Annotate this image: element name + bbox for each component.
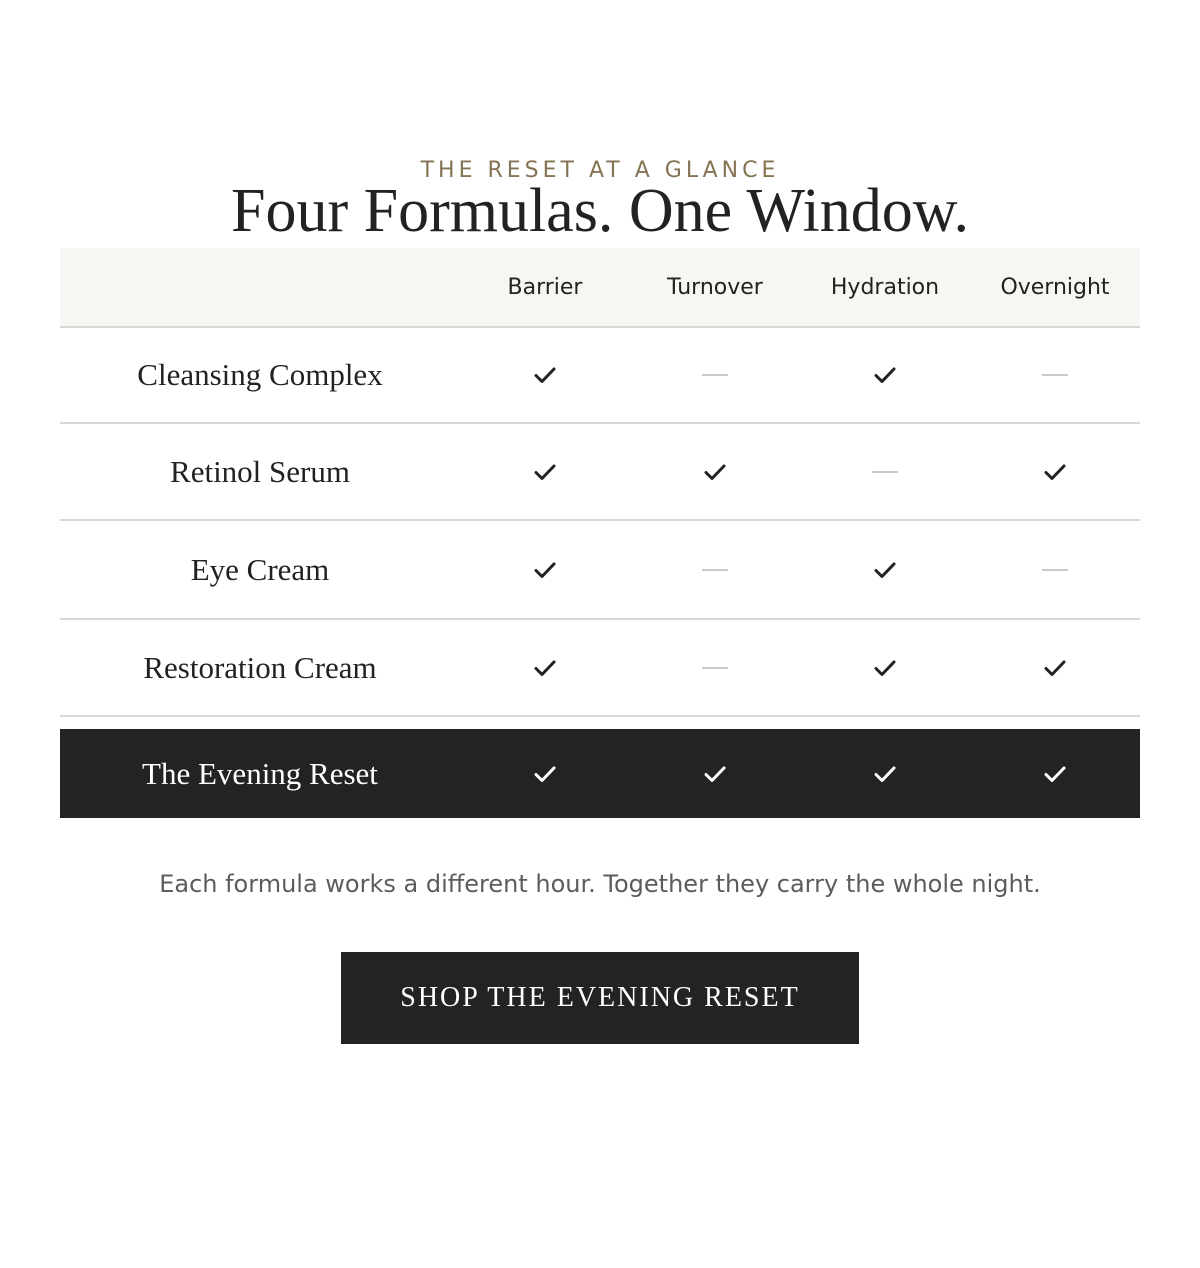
row-product-name: Restoration Cream <box>143 649 377 685</box>
cell-turnover <box>630 521 800 618</box>
cell-overnight <box>970 328 1140 422</box>
table-row <box>60 424 1140 521</box>
check-icon <box>874 561 896 579</box>
check-icon <box>534 463 556 481</box>
check-icon <box>534 765 556 783</box>
cell-hydration <box>800 729 970 818</box>
cell-barrier <box>460 729 630 818</box>
cell-barrier <box>460 620 630 715</box>
eyebrow-label: THE RESET AT A GLANCE <box>420 158 780 183</box>
check-icon <box>874 659 896 677</box>
table-header <box>60 248 1140 328</box>
shop-evening-reset-button[interactable]: SHOP THE EVENING RESET <box>341 952 859 1044</box>
footnote: Each formula works a different hour. Together they carry the whole night. <box>159 870 1041 898</box>
dash-icon <box>872 471 898 473</box>
check-icon <box>1044 659 1066 677</box>
row-product-name: The Evening Reset <box>142 755 378 791</box>
row-product-name: Retinol Serum <box>170 453 350 489</box>
column-header-turnover: Turnover <box>667 274 763 300</box>
check-icon <box>534 366 556 384</box>
dash-icon <box>1042 569 1068 571</box>
check-icon <box>1044 765 1066 783</box>
cell-turnover <box>630 729 800 818</box>
check-icon <box>534 561 556 579</box>
dash-icon <box>702 667 728 669</box>
table-row <box>60 328 1140 424</box>
cell-turnover <box>630 620 800 715</box>
check-icon <box>534 659 556 677</box>
cell-hydration <box>800 328 970 422</box>
check-icon <box>1044 463 1066 481</box>
check-icon <box>874 366 896 384</box>
cell-hydration <box>800 424 970 519</box>
cell-overnight <box>970 620 1140 715</box>
cell-hydration <box>800 521 970 618</box>
dash-icon <box>702 569 728 571</box>
dash-icon <box>702 374 728 376</box>
comparison-table <box>60 248 1140 791</box>
table-row <box>60 620 1140 717</box>
check-icon <box>704 765 726 783</box>
cell-turnover <box>630 328 800 422</box>
cell-barrier <box>460 424 630 519</box>
table-row <box>60 521 1140 620</box>
cell-overnight <box>970 521 1140 618</box>
cell-barrier <box>460 521 630 618</box>
check-icon <box>704 463 726 481</box>
page-title: Four Formulas. One Window. <box>230 177 970 245</box>
cell-overnight <box>970 729 1140 818</box>
dash-icon <box>1042 374 1068 376</box>
check-icon <box>874 765 896 783</box>
row-product-name: Eye Cream <box>190 551 330 587</box>
cell-hydration <box>800 620 970 715</box>
table-row-highlight <box>60 729 1140 818</box>
column-header-barrier: Barrier <box>507 274 583 300</box>
cell-turnover <box>630 424 800 519</box>
cell-overnight <box>970 424 1140 519</box>
cell-barrier <box>460 328 630 422</box>
column-header-overnight: Overnight <box>1000 274 1110 300</box>
row-product-name: Cleansing Complex <box>137 357 383 392</box>
column-header-hydration: Hydration <box>830 274 940 300</box>
